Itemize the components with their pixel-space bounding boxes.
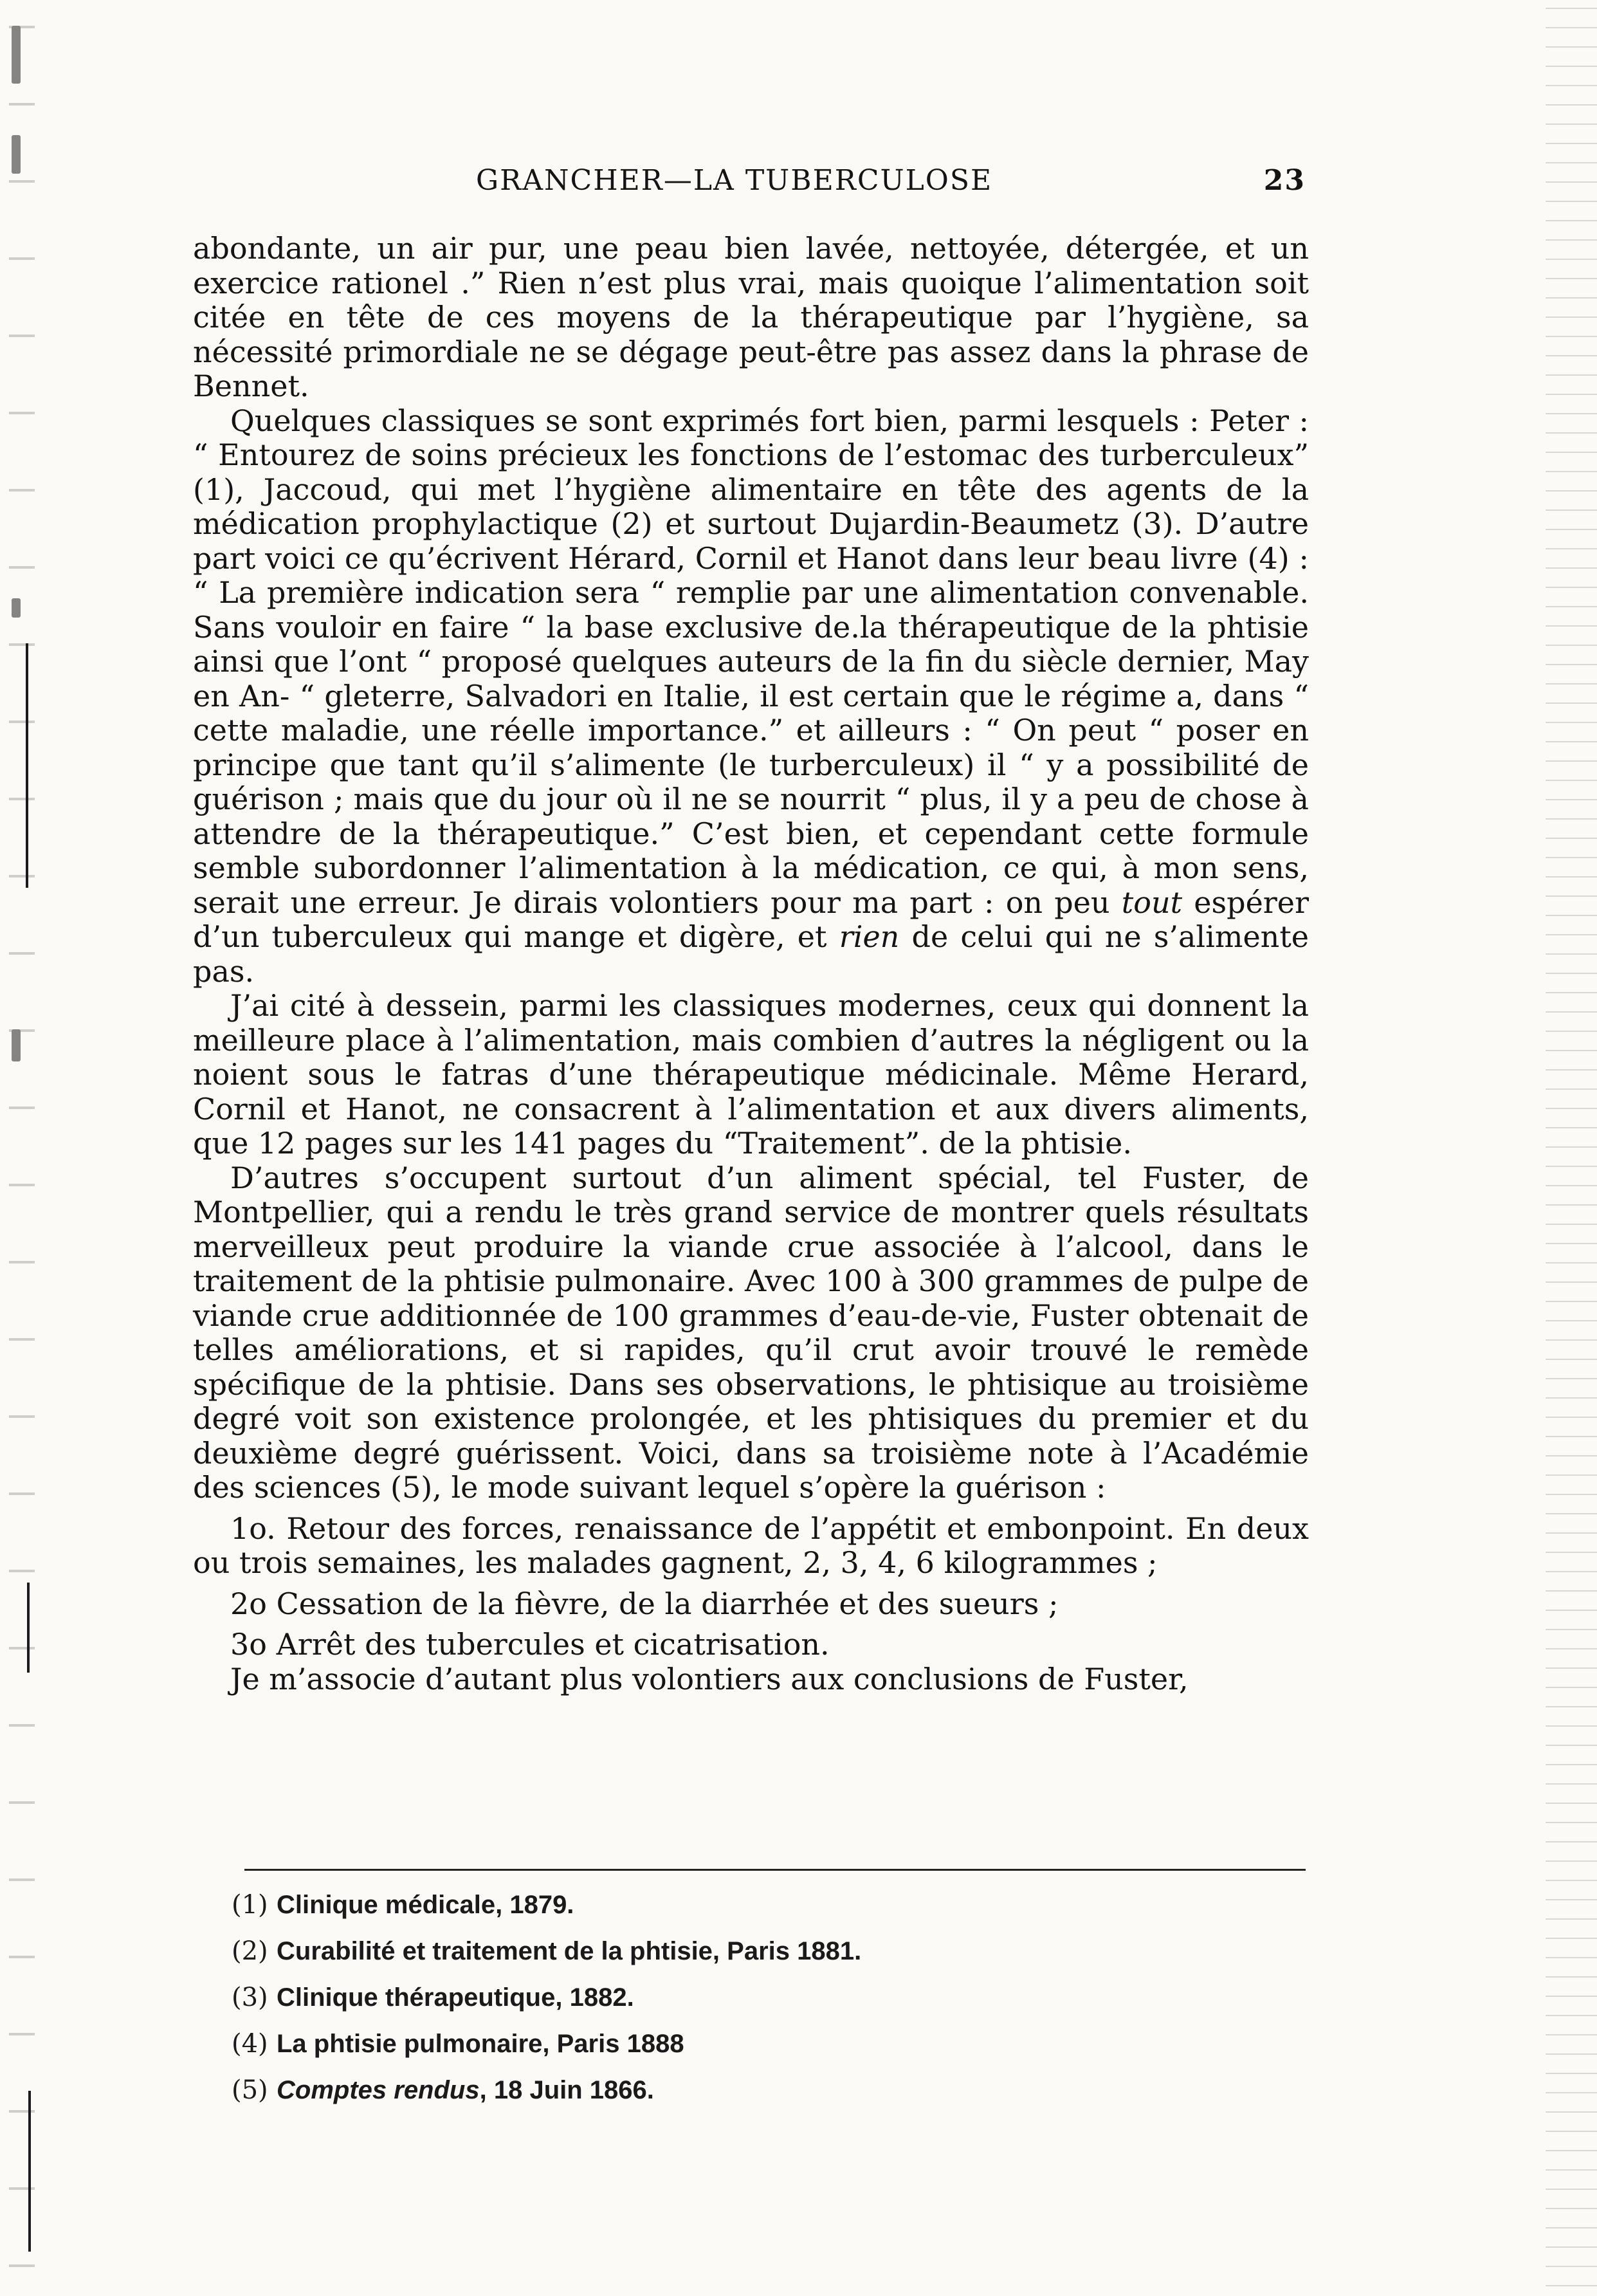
list-item-3: 3o Arrêt des tubercules et cicatrisation. — [230, 1627, 830, 1662]
footnote-number: (1) — [232, 1890, 268, 1920]
main-text — [193, 232, 1309, 1696]
closing-paragraph: Je m’associe d’autant plus volontiers aux conclusions de Fuster, — [230, 1661, 1189, 1696]
paragraph-3: J’ai cité à dessein, parmi les classiques modernes, ceux qui donnent la meilleure place à l’alimentation, mais combien d’autres la négligent ou la noient sous le fatras d’une thérapeutique médicinale. Même Herard, Cornil et Hanot, ne consacrent à l’alimentation et aux divers aliments, que 12 pages sur les 141 pages du “Traitement”. de la phtisie. — [193, 988, 1309, 1161]
footnotes — [232, 1882, 1325, 2113]
footnote-text: Curabilité et traitement de la phtisie, Paris 1881. — [277, 1937, 862, 1965]
list-item-2: 2o Cessation de la fièvre, de la diarrhée et des sueurs ; — [230, 1586, 1059, 1621]
footnote-number: (2) — [232, 1936, 268, 1966]
scan-mark-left-3 — [28, 2091, 31, 2252]
running-title: GRANCHER—LA TUBERCULOSE — [476, 164, 993, 197]
scan-mark-left-1 — [26, 643, 28, 888]
paragraph-4: D’autres s’occupent surtout d’un aliment spécial, tel Fuster, de Montpellier, qui a rendu le très grand service de montrer quels résultats merveilleux peut produire la viande crue associée à l’alcool, dans le traitement de la phtisie pulmonaire. Avec 100 à 300 grammes de pulpe de viande crue additionnée de 100 grammes d’eau-de-vie, Fuster obtenait de telles améliorations, et si rapides, qu’il crut avoir trouvé le remède spécifique de la phtisie. Dans ses observations, le phtisique au troisième degré voit son existence prolongée, et les phtisiques du premier et du deuxième degré guérissent. Voici, dans sa troisième note à l’Académie des sciences (5), le mode suivant lequel s’opère la guérison : — [193, 1160, 1309, 1505]
footnote-3 — [232, 1974, 1325, 2021]
scan-mark-left-2 — [27, 1583, 30, 1673]
footnote-text: Clinique thérapeutique, 1882. — [277, 1983, 634, 2012]
footnote-title: Comptes rendus — [277, 2076, 480, 2104]
footnote-1 — [232, 1882, 1325, 1928]
paragraph-2-text: Quelques classiques se sont exprimés fort bien, parmi lesquels : Peter : “ Entourez de soins précieux les fonctions de l’estomac des turberculeux” (1), Jaccoud, qui met l’hygiène alimentaire en tête des agents de la médication prophylactique (2) et surtout Dujardin-Beaumetz (3). D’autre part voici ce qu’écrivent Hérard, Cornil et Hanot dans leur beau livre (4) : “ La première indication sera “ remplie par une alimentation convenable. Sans vouloir en faire “ la base exclusive de.la thérapeutique de la phtisie ainsi que l’ont “ proposé quelques auteurs de la fin du siècle dernier, May en An- “ gleterre, Salvadori en Italie, il est certain que le régime a, dans “ cette maladie, une réelle importance.” et ailleurs : “ On peut “ poser en principe que tant qu’il s’alimente (le turberculeux) il “ y a possibilité de guérison ; mais que du jour où il ne se nourrit “ plus, il y a peu de chose à attendre de la thérapeutique.” C’est bien, et cependant cette formule semble subordonner l’alimentation à la médication, ce qui, à mon sens, serait une erreur. Je dirais volontiers pour ma part : on peu — [193, 403, 1309, 920]
emphasis-rien: rien — [839, 919, 900, 954]
footnote-number: (5) — [232, 2075, 268, 2105]
footnote-text: , 18 Juin 1866. — [479, 2076, 654, 2104]
paragraph-2 — [193, 404, 1309, 989]
footnote-text: La phtisie pulmonaire, Paris 1888 — [277, 2030, 684, 2058]
paragraph-2-mid: espérer d’un tuberculeux qui mange et digère, et — [193, 885, 1309, 954]
paragraph-2-end: de celui qui ne s’alimente pas. — [193, 919, 1310, 989]
footnote-text: Clinique médicale, 1879. — [277, 1891, 574, 1919]
footnote-5 — [232, 2067, 1325, 2113]
page-number: 23 — [1263, 164, 1306, 197]
emphasis-tout: tout — [1121, 885, 1183, 920]
list-item-1: 1o. Retour des forces, renaissance de l’appétit et embonpoint. En deux ou trois semaines, les malades gagnent, 2, 3, 4, 6 kilogrammes ; — [193, 1511, 1309, 1580]
footnote-4 — [232, 2021, 1325, 2067]
footnote-number: (4) — [232, 2029, 268, 2059]
footnote-rule — [244, 1869, 1306, 1871]
paragraph-1: abondante, un air pur, une peau bien lavée, nettoyée, détergée, et un exercice rationel .” Rien n’est plus vrai, mais quoique l’alimentation soit citée en tête de ces moyens de la thérapeutique par l’hygiène, sa nécessité primordiale ne se dégage peut-être pas assez dans la phrase de Bennet. — [193, 231, 1309, 403]
scan-edge-left — [9, 0, 35, 2296]
footnote-number: (3) — [232, 1983, 268, 2012]
running-header — [193, 164, 1306, 203]
scan-edge-right — [1546, 0, 1597, 2296]
footnote-2 — [232, 1928, 1325, 1974]
